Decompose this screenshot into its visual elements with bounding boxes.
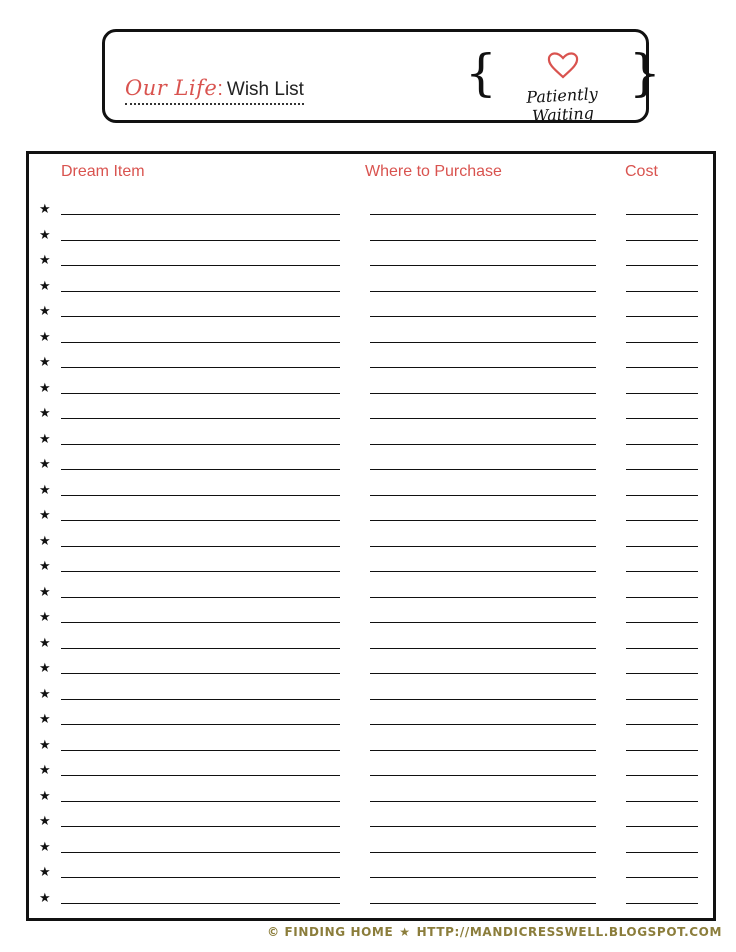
table-row	[29, 432, 713, 452]
table-row	[29, 585, 713, 605]
cost-line[interactable]	[626, 546, 698, 547]
cost-line[interactable]	[626, 648, 698, 649]
dream-item-line[interactable]	[61, 877, 340, 878]
dream-item-line[interactable]	[61, 571, 340, 572]
cost-line[interactable]	[626, 520, 698, 521]
cost-line[interactable]	[626, 877, 698, 878]
dream-item-line[interactable]	[61, 495, 340, 496]
where-to-purchase-line[interactable]	[370, 214, 596, 215]
star-icon: ★	[39, 457, 51, 472]
star-icon: ★	[39, 686, 51, 702]
left-brace-icon: {	[465, 44, 497, 102]
cost-line[interactable]	[626, 291, 698, 292]
table-row	[29, 457, 713, 477]
dream-item-line[interactable]	[61, 750, 340, 751]
cost-line[interactable]	[626, 342, 698, 343]
table-row	[29, 840, 713, 860]
dream-item-line[interactable]	[61, 775, 340, 776]
star-icon: ★	[39, 839, 51, 855]
cost-line[interactable]	[626, 750, 698, 751]
table-row	[29, 865, 713, 885]
star-icon: ★	[39, 508, 51, 523]
where-to-purchase-line[interactable]	[370, 444, 596, 445]
table-row	[29, 789, 713, 809]
dream-item-line[interactable]	[61, 546, 340, 547]
title-script: Our Life	[125, 76, 218, 100]
dream-item-line[interactable]	[61, 342, 340, 343]
table-row	[29, 330, 713, 350]
dream-item-line[interactable]	[61, 673, 340, 674]
star-icon: ★	[39, 355, 51, 370]
where-to-purchase-line[interactable]	[370, 291, 596, 292]
star-icon: ★	[39, 202, 51, 217]
column-header-dream-item: Dream Item	[61, 163, 145, 180]
right-brace-icon: }	[629, 44, 661, 102]
where-to-purchase-line[interactable]	[370, 240, 596, 241]
cost-line[interactable]	[626, 571, 698, 572]
star-icon: ★	[39, 584, 51, 600]
table-row	[29, 636, 713, 656]
star-icon: ★	[39, 661, 51, 676]
cost-line[interactable]	[626, 622, 698, 623]
where-to-purchase-line[interactable]	[370, 546, 596, 547]
where-to-purchase-line[interactable]	[370, 724, 596, 725]
star-icon: ★	[39, 763, 51, 778]
cost-line[interactable]	[626, 265, 698, 266]
star-icon: ★	[39, 635, 51, 651]
where-to-purchase-line[interactable]	[370, 520, 596, 521]
cost-line[interactable]	[626, 367, 698, 368]
where-to-purchase-line[interactable]	[370, 750, 596, 751]
table-row	[29, 508, 713, 528]
heart-icon	[546, 50, 580, 80]
rows-container	[29, 154, 713, 918]
cost-line[interactable]	[626, 418, 698, 419]
dream-item-line[interactable]	[61, 801, 340, 802]
where-to-purchase-line[interactable]	[370, 903, 596, 904]
star-icon: ★	[39, 380, 51, 396]
table-row	[29, 661, 713, 681]
dream-item-line[interactable]	[61, 597, 340, 598]
dream-item-line[interactable]	[61, 469, 340, 470]
table-row	[29, 534, 713, 554]
table-row	[29, 891, 713, 911]
table-row	[29, 202, 713, 222]
table-row	[29, 814, 713, 834]
dream-item-line[interactable]	[61, 291, 340, 292]
where-to-purchase-line[interactable]	[370, 418, 596, 419]
cost-line[interactable]	[626, 316, 698, 317]
column-header-where-to-purchase: Where to Purchase	[365, 163, 502, 180]
table-row	[29, 228, 713, 248]
cost-line[interactable]	[626, 801, 698, 802]
where-to-purchase-line[interactable]	[370, 495, 596, 496]
table-row	[29, 355, 713, 375]
star-icon: ★	[39, 253, 51, 268]
footer-copyright: © FINDING HOME	[267, 925, 394, 939]
cost-line[interactable]	[626, 597, 698, 598]
footer-star-icon: ★	[399, 925, 411, 939]
title-colon: :	[217, 78, 223, 100]
dream-item-line[interactable]	[61, 444, 340, 445]
badge-text: Patiently Waiting	[525, 84, 599, 126]
dream-item-line[interactable]	[61, 265, 340, 266]
where-to-purchase-line[interactable]	[370, 801, 596, 802]
where-to-purchase-line[interactable]	[370, 469, 596, 470]
cost-line[interactable]	[626, 214, 698, 215]
dream-item-line[interactable]	[61, 622, 340, 623]
cost-line[interactable]	[626, 826, 698, 827]
dream-item-line[interactable]	[61, 724, 340, 725]
table-row	[29, 763, 713, 783]
dream-item-line[interactable]	[61, 214, 340, 215]
dream-item-line[interactable]	[61, 240, 340, 241]
where-to-purchase-line[interactable]	[370, 673, 596, 674]
dream-item-line[interactable]	[61, 852, 340, 853]
star-icon: ★	[39, 788, 51, 804]
cost-line[interactable]	[626, 469, 698, 470]
column-header-cost: Cost	[625, 163, 658, 180]
table-row	[29, 610, 713, 630]
table-row	[29, 738, 713, 758]
where-to-purchase-line[interactable]	[370, 571, 596, 572]
where-to-purchase-line[interactable]	[370, 877, 596, 878]
table-row	[29, 687, 713, 707]
dream-item-line[interactable]	[61, 903, 340, 904]
dream-item-line[interactable]	[61, 826, 340, 827]
cost-line[interactable]	[626, 775, 698, 776]
dream-item-line[interactable]	[61, 418, 340, 419]
title-main: Wish List	[226, 79, 304, 100]
wish-list-table	[26, 151, 716, 921]
table-row	[29, 712, 713, 732]
table-row	[29, 253, 713, 273]
where-to-purchase-line[interactable]	[370, 852, 596, 853]
dream-item-line[interactable]	[61, 699, 340, 700]
dream-item-line[interactable]	[61, 520, 340, 521]
cost-line[interactable]	[626, 724, 698, 725]
cost-line[interactable]	[626, 852, 698, 853]
dream-item-line[interactable]	[61, 393, 340, 394]
where-to-purchase-line[interactable]	[370, 342, 596, 343]
table-row	[29, 483, 713, 503]
cost-line[interactable]	[626, 393, 698, 394]
where-to-purchase-line[interactable]	[370, 826, 596, 827]
star-icon: ★	[39, 559, 51, 574]
star-icon: ★	[39, 890, 51, 906]
table-row	[29, 381, 713, 401]
where-to-purchase-line[interactable]	[370, 265, 596, 266]
dream-item-line[interactable]	[61, 316, 340, 317]
cost-line[interactable]	[626, 240, 698, 241]
star-icon: ★	[39, 329, 51, 345]
table-row	[29, 406, 713, 426]
where-to-purchase-line[interactable]	[370, 367, 596, 368]
cost-line[interactable]	[626, 903, 698, 904]
table-row	[29, 559, 713, 579]
star-icon: ★	[39, 610, 51, 625]
where-to-purchase-line[interactable]	[370, 622, 596, 623]
where-to-purchase-line[interactable]	[370, 775, 596, 776]
where-to-purchase-line[interactable]	[370, 597, 596, 598]
where-to-purchase-line[interactable]	[370, 316, 596, 317]
star-icon: ★	[39, 482, 51, 498]
cost-line[interactable]	[626, 699, 698, 700]
cost-line[interactable]	[626, 495, 698, 496]
star-icon: ★	[39, 406, 51, 421]
where-to-purchase-line[interactable]	[370, 393, 596, 394]
header-box	[102, 29, 661, 126]
dream-item-line[interactable]	[61, 367, 340, 368]
where-to-purchase-line[interactable]	[370, 648, 596, 649]
star-icon: ★	[39, 814, 51, 829]
star-icon: ★	[39, 227, 51, 243]
footer	[267, 925, 722, 939]
dream-item-line[interactable]	[61, 648, 340, 649]
cost-line[interactable]	[626, 673, 698, 674]
star-icon: ★	[39, 865, 51, 880]
star-icon: ★	[39, 712, 51, 727]
where-to-purchase-line[interactable]	[370, 699, 596, 700]
table-row	[29, 279, 713, 299]
star-icon: ★	[39, 278, 51, 294]
cost-line[interactable]	[626, 444, 698, 445]
star-icon: ★	[39, 431, 51, 447]
table-row	[29, 304, 713, 324]
star-icon: ★	[39, 533, 51, 549]
page-title	[125, 76, 304, 105]
star-icon: ★	[39, 304, 51, 319]
footer-url: HTTP://MANDICRESSWELL.BLOGSPOT.COM	[416, 925, 722, 939]
star-icon: ★	[39, 737, 51, 753]
